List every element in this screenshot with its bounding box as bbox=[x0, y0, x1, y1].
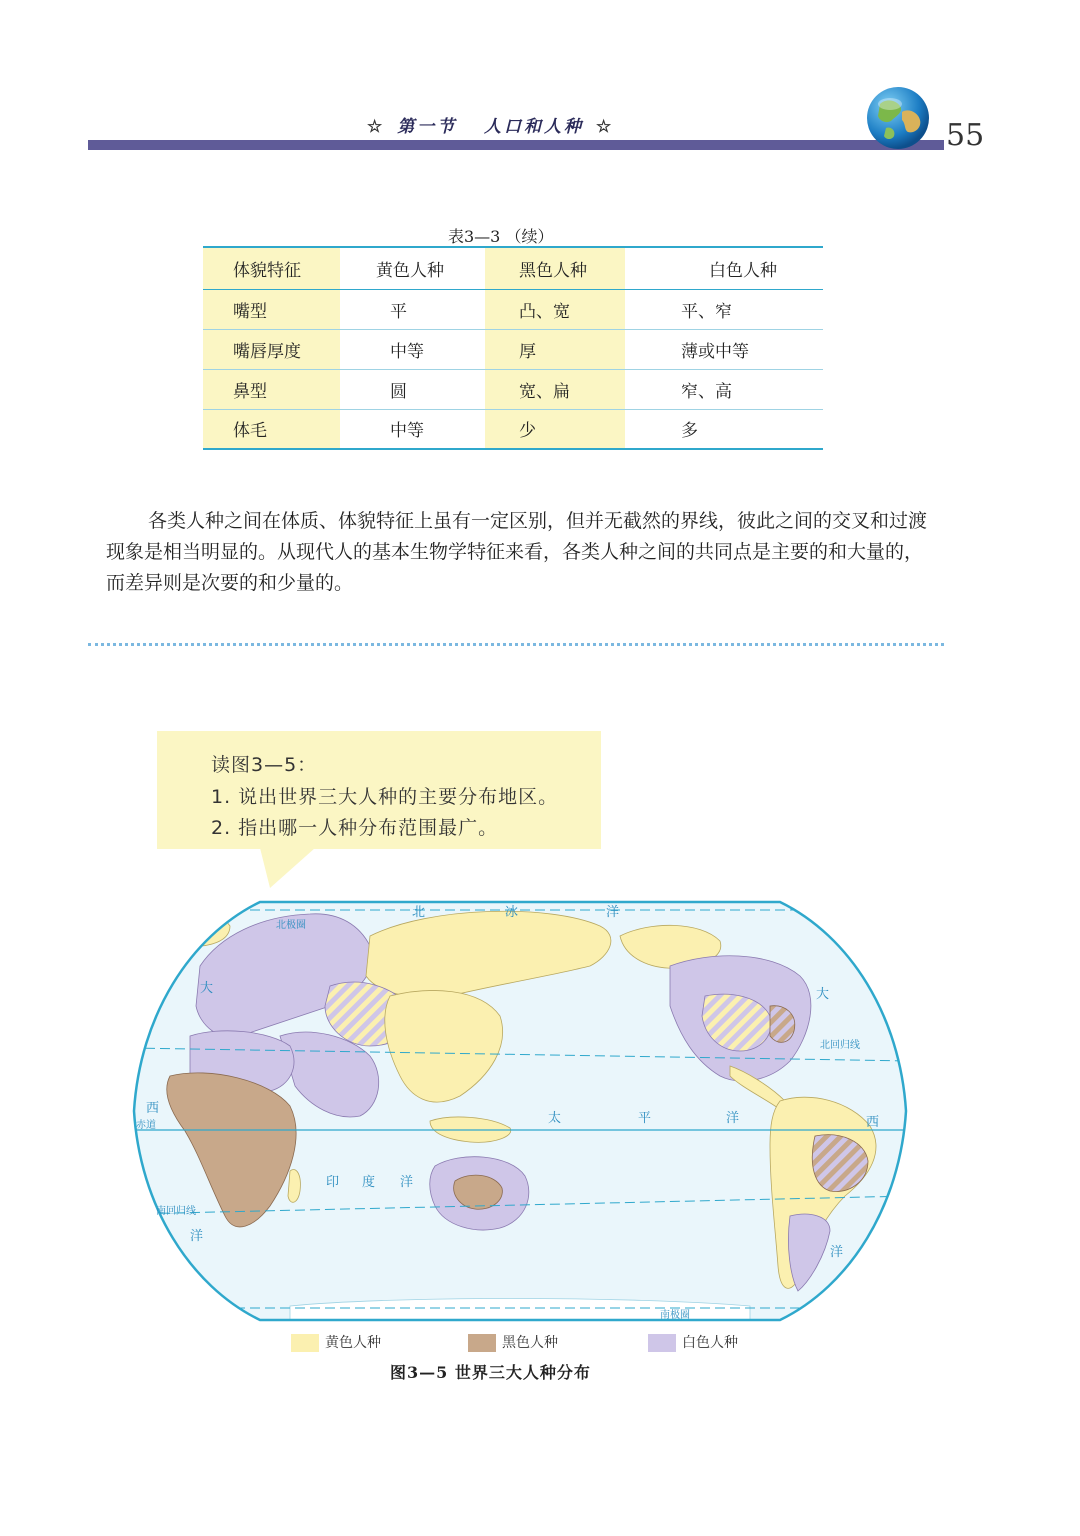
dotted-divider bbox=[88, 643, 944, 646]
label-ping: 平 bbox=[638, 1111, 652, 1126]
legend-swatch bbox=[648, 1334, 676, 1352]
table-cell: 中等 bbox=[340, 409, 485, 449]
label-du: 度 bbox=[362, 1175, 376, 1190]
table-header-cell: 黄色人种 bbox=[340, 247, 485, 289]
table-cell: 圆 bbox=[340, 369, 485, 409]
legend-item-black bbox=[468, 1332, 558, 1352]
label-tropic-capricorn: 南回归线 bbox=[156, 1206, 196, 1217]
label-north-1: 北 bbox=[412, 905, 426, 920]
table-caption: 表3—3 （续） bbox=[448, 227, 554, 246]
table-header-cell: 黑色人种 bbox=[485, 247, 625, 289]
callout-line: 读图3—5： bbox=[211, 754, 318, 776]
table-cell: 窄、高 bbox=[625, 369, 823, 409]
globe-icon bbox=[866, 86, 930, 150]
table-header-row bbox=[203, 247, 823, 289]
label-antarctic-circle: 南极圈 bbox=[660, 1310, 690, 1321]
table-cell: 嘴唇厚度 bbox=[203, 329, 340, 369]
label-da-left: 大 bbox=[200, 981, 214, 996]
label-yang-right: 洋 bbox=[830, 1245, 844, 1260]
body-paragraph: 各类人种之间在体质、体貌特征上虽有一定区别，但并无截然的界线，彼此之间的交叉和过渡现象是相当明显的。从现代人的基本生物学特征来看，各类人种之间的共同点是主要的和大量的，而差异则是次要的和少量的。 bbox=[106, 510, 928, 594]
label-tai-yang: 洋 bbox=[726, 1111, 740, 1126]
table-cell: 平 bbox=[340, 289, 485, 329]
label-yang-left: 洋 bbox=[190, 1229, 204, 1244]
table-cell: 宽、扁 bbox=[485, 369, 625, 409]
label-xi-left: 西 bbox=[146, 1101, 160, 1116]
header-bar bbox=[88, 140, 944, 150]
label-yin-yang: 洋 bbox=[400, 1175, 414, 1190]
table-cell: 凸、宽 bbox=[485, 289, 625, 329]
table-cell: 少 bbox=[485, 409, 625, 449]
star-icon: ☆ bbox=[596, 117, 615, 137]
table-cell: 厚 bbox=[485, 329, 625, 369]
label-tai: 太 bbox=[548, 1111, 562, 1126]
table-row bbox=[203, 409, 823, 449]
table-cell: 鼻型 bbox=[203, 369, 340, 409]
legend-item-white bbox=[648, 1332, 738, 1352]
legend-swatch bbox=[468, 1334, 496, 1352]
header-title bbox=[355, 112, 626, 137]
star-icon: ☆ bbox=[367, 117, 386, 137]
table-cell: 中等 bbox=[340, 329, 485, 369]
table-row bbox=[203, 369, 823, 409]
legend-label: 白色人种 bbox=[682, 1335, 738, 1351]
chapter-title: 人口和人种 bbox=[484, 117, 585, 137]
label-xi-right: 西 bbox=[866, 1115, 880, 1130]
table-cell: 体毛 bbox=[203, 409, 340, 449]
callout-line: 1. 说出世界三大人种的主要分布地区。 bbox=[211, 786, 559, 808]
label-north-3: 洋 bbox=[606, 905, 620, 920]
table-cell: 嘴型 bbox=[203, 289, 340, 329]
table-cell: 薄或中等 bbox=[625, 329, 823, 369]
label-tropic-cancer: 北回归线 bbox=[820, 1040, 860, 1051]
world-race-map bbox=[130, 896, 910, 1326]
table-row bbox=[203, 289, 823, 329]
section-label: 第一节 bbox=[397, 117, 458, 137]
table-row bbox=[203, 329, 823, 369]
legend-swatch bbox=[291, 1334, 319, 1352]
callout-line: 2. 指出哪一人种分布范围最广。 bbox=[211, 817, 499, 839]
label-da-right: 大 bbox=[816, 987, 830, 1002]
label-equator: 赤道 bbox=[136, 1120, 156, 1131]
table-header-cell: 体貌特征 bbox=[203, 247, 340, 289]
legend-item-yellow bbox=[291, 1332, 381, 1352]
table-cell: 平、窄 bbox=[625, 289, 823, 329]
figure-caption: 图3—5 世界三大人种分布 bbox=[390, 1363, 591, 1382]
callout-tail bbox=[260, 848, 315, 888]
legend-label: 黑色人种 bbox=[502, 1335, 558, 1351]
table-header-cell: 白色人种 bbox=[625, 247, 823, 289]
region-madagascar bbox=[288, 1170, 300, 1203]
table-cell: 多 bbox=[625, 409, 823, 449]
legend-label: 黄色人种 bbox=[325, 1335, 381, 1351]
label-yin: 印 bbox=[326, 1175, 340, 1190]
page-number: 55 bbox=[946, 118, 985, 153]
label-arctic-circle: 北极圈 bbox=[276, 920, 306, 931]
traits-table bbox=[203, 246, 823, 450]
label-north-2: 冰 bbox=[505, 905, 519, 920]
